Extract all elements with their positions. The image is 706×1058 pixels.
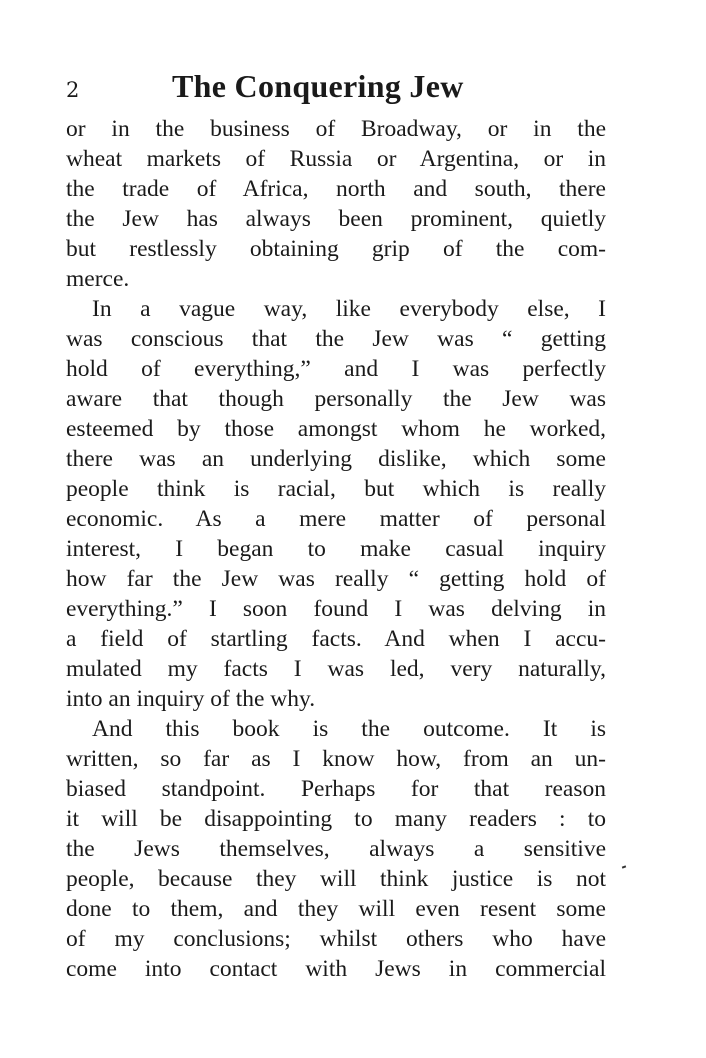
text-line: done to them, and they will even resent some <box>66 896 606 922</box>
ink-speck <box>622 865 626 868</box>
text-line: everything.” I soon found I was delving in <box>66 596 606 622</box>
text-line: the Jew has always been prominent, quietly <box>66 206 606 232</box>
text-line: but restlessly obtaining grip of the com- <box>66 236 606 262</box>
text-line: or in the business of Broadway, or in the <box>66 116 606 142</box>
text-line: economic. As a mere matter of personal <box>66 506 606 532</box>
text-line: interest, I began to make casual inquiry <box>66 536 606 562</box>
text-line: into an inquiry of the why. <box>66 686 316 712</box>
text-line: the trade of Africa, north and south, there <box>66 176 606 202</box>
text-line: In a vague way, like everybody else, I <box>92 296 606 322</box>
text-line: written, so far as I know how, from an un- <box>66 746 606 772</box>
text-line: And this book is the outcome. It is <box>92 716 606 742</box>
page-number: 2 <box>66 78 80 102</box>
text-line: mulated my facts I was led, very naturally, <box>66 656 606 682</box>
text-line: was conscious that the Jew was “ getting <box>66 326 606 352</box>
text-line: come into contact with Jews in commercial <box>66 956 606 982</box>
running-head <box>66 66 606 106</box>
text-line: there was an underlying dislike, which some <box>66 446 606 472</box>
text-line: it will be disappointing to many readers : to <box>66 806 606 832</box>
text-line: merce. <box>66 266 130 292</box>
text-line: people think is racial, but which is really <box>66 476 606 502</box>
text-line: esteemed by those amongst whom he worked, <box>66 416 606 442</box>
text-line: the Jews themselves, always a sensitive <box>66 836 606 862</box>
text-line: aware that though personally the Jew was <box>66 386 606 412</box>
text-line: hold of everything,” and I was perfectly <box>66 356 606 382</box>
text-line: people, because they will think justice is not <box>66 866 606 892</box>
body-text <box>66 114 606 984</box>
text-line: wheat markets of Russia or Argentina, or in <box>66 146 606 172</box>
text-line: a field of startling facts. And when I accu- <box>66 626 606 652</box>
text-line: how far the Jew was really “ getting hold of <box>66 566 606 592</box>
book-title: The Conquering Jew <box>172 68 464 104</box>
text-line: biased standpoint. Perhaps for that reason <box>66 776 606 802</box>
text-line: of my conclusions; whilst others who have <box>66 926 606 952</box>
